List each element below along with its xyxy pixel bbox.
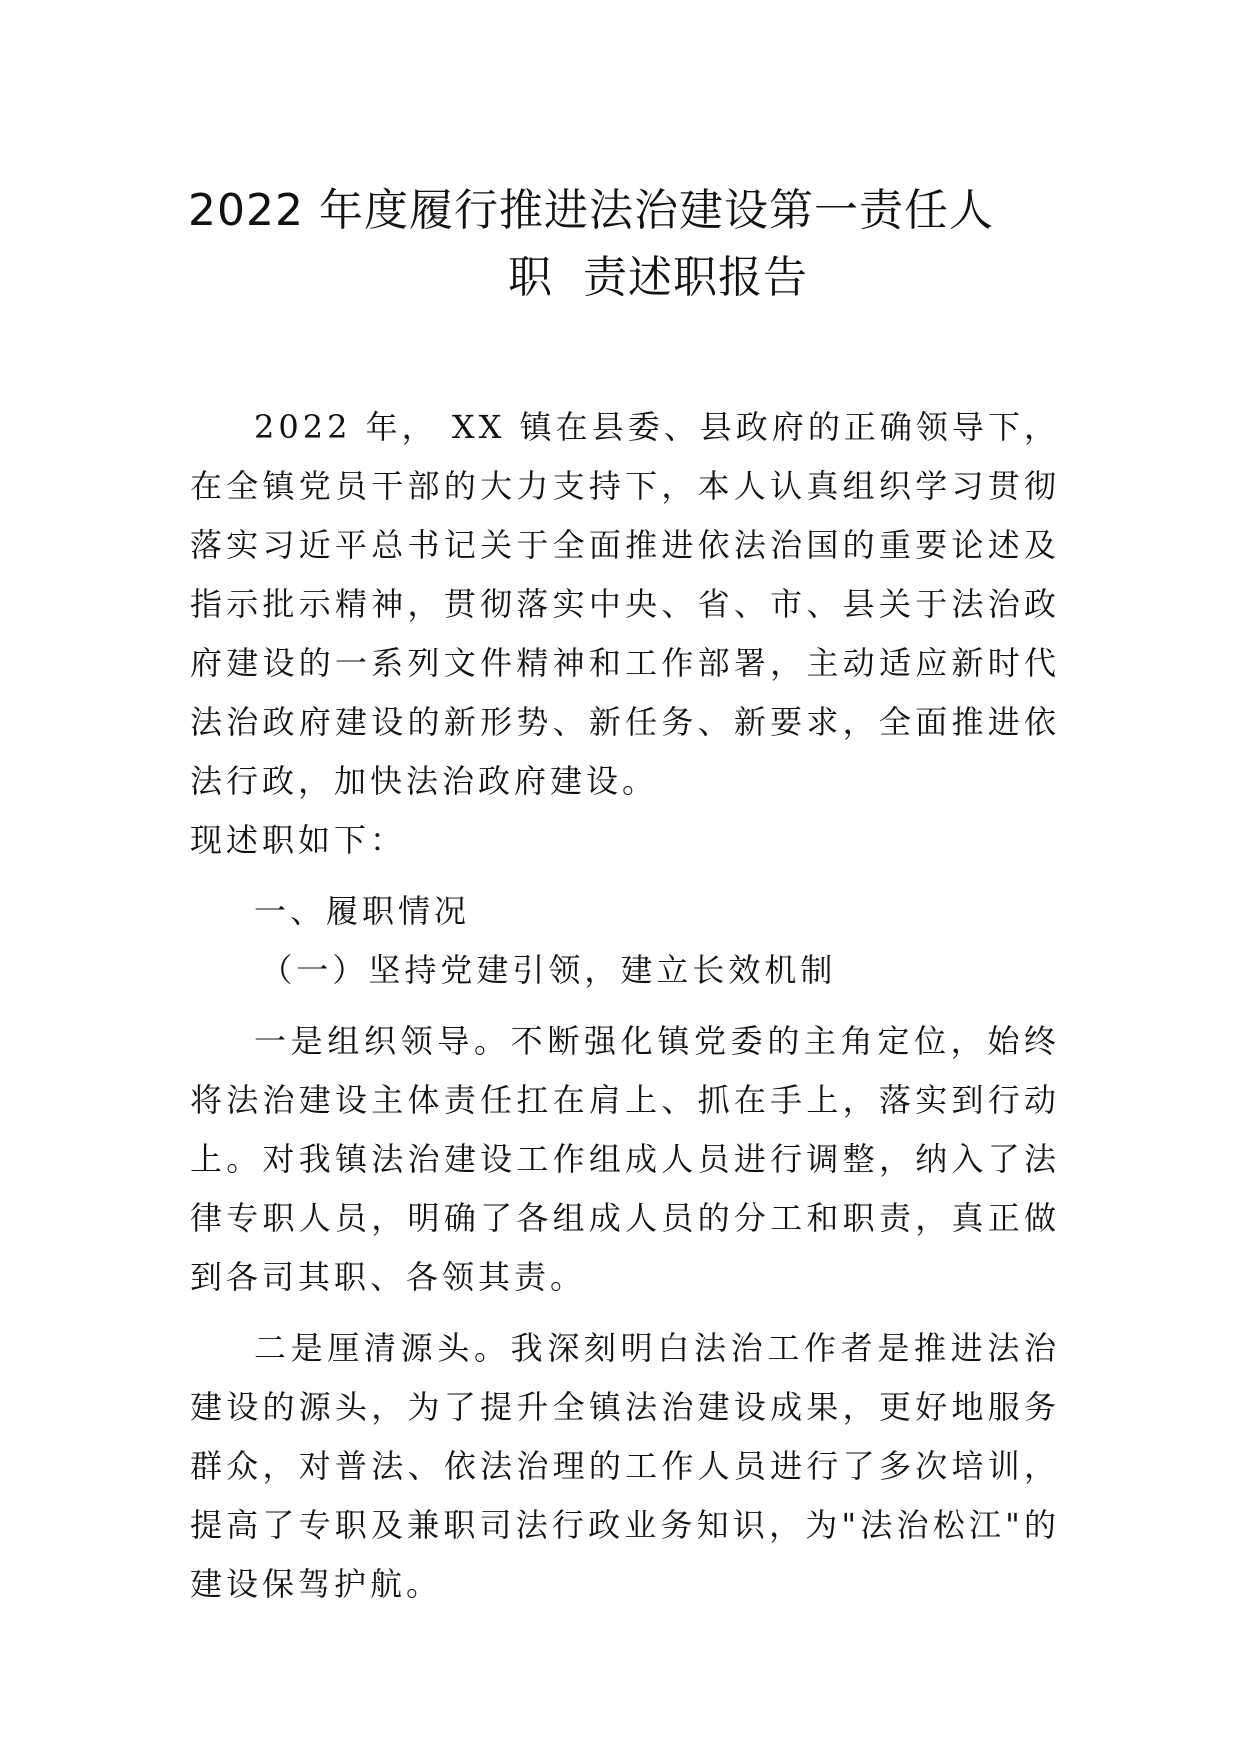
section-heading-1: 一、履职情况 (254, 892, 471, 930)
intro-paragraph: 2022 年， XX 镇在县委、县政府的正确领导下，在全镇党员干部的大力支持下，本人认真组织学习贯彻落实习近平总书记关于全面推进依法治国的重要论述及指示批示精神，贯彻落实中央、省、市、县关于法治政府建设的一系列文件精神和工作部署，主动适应新时代法治政府建设的新形势、新任务、新要求，全面推进依法行政，加快法治政府建设。 (190, 408, 1060, 800)
intro-tail: 现述职如下： (190, 821, 407, 859)
document-title-line-1: 2022 年度履行推进法治建设第一责任人 (188, 185, 994, 236)
body-paragraph-1: 一是组织领导。不断强化镇党委的主角定位，始终将法治建设主体责任扛在肩上、抓在手上，落实到行动上。对我镇法治建设工作组成人员进行调整，纳入了法律专职人员，明确了各组成人员的分工和职责，真正做到各司其职、各领其责。 (190, 1022, 1060, 1296)
document-body (190, 398, 1060, 1614)
subsection-heading-1: （一）坚持党建引领，建立长效机制 (260, 951, 837, 989)
document-title-line-2: 职 责述职报告 (508, 252, 808, 303)
body-paragraph-2: 二是厘清源头。我深刻明白法治工作者是推进法治建设的源头，为了提升全镇法治建设成果，更好地服务群众，对普法、依法治理的工作人员进行了多次培训，提高了专职及兼职司法行政业务知识，为"法治松江"的建设保驾护航。 (190, 1329, 1060, 1603)
